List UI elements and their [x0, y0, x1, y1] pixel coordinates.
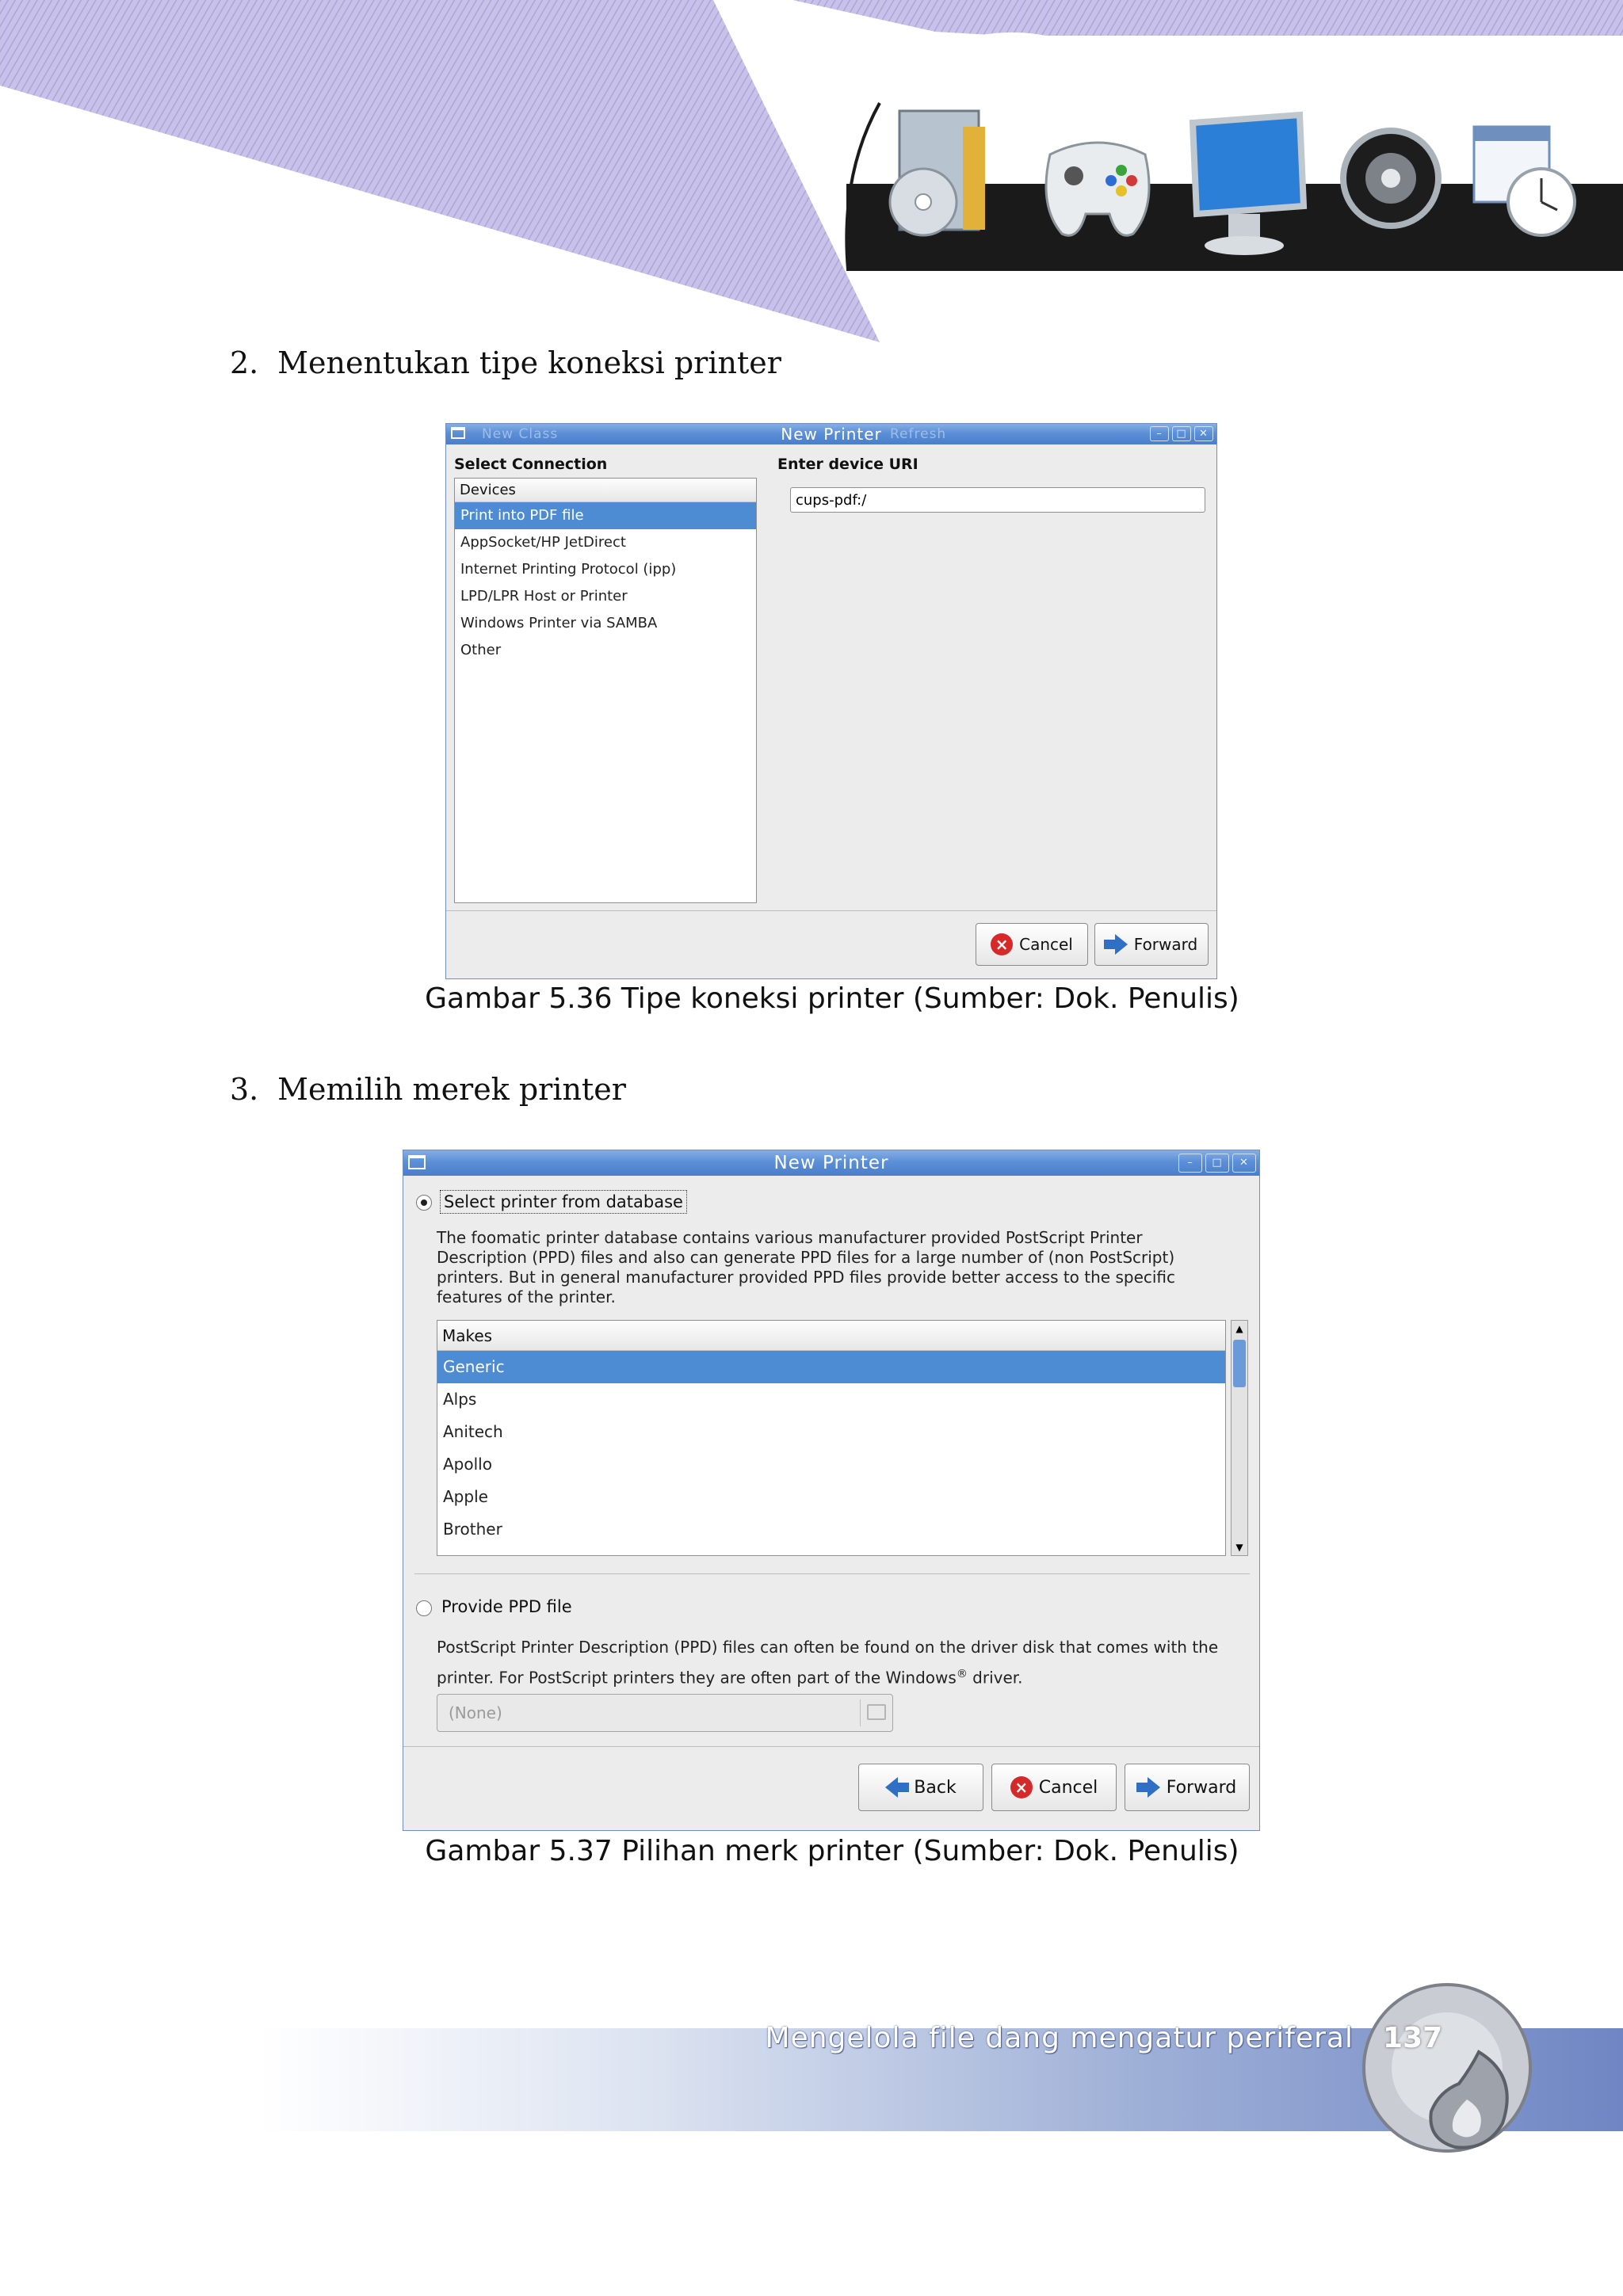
monitor-icon — [1181, 95, 1316, 261]
device-uri-field[interactable] — [790, 487, 1205, 513]
folder-icon — [867, 1704, 886, 1720]
cancel-button-label: Cancel — [1038, 1777, 1098, 1798]
scroll-up-icon[interactable]: ▲ — [1235, 1323, 1243, 1334]
disc-flame-icon — [1360, 1981, 1542, 2163]
figure-caption: Gambar 5.37 Pilihan merk printer (Sumber: Dok. Penulis) — [425, 1835, 1239, 1867]
step-title: Menentukan tipe koneksi printer — [277, 345, 781, 380]
minimize-icon[interactable]: – — [1178, 1154, 1202, 1173]
list-item-apollo[interactable]: Apollo — [443, 1455, 492, 1474]
close-icon[interactable]: ✕ — [1194, 426, 1213, 441]
database-description: The foomatic printer database contains various manufacturer provided PostScript Printer Description (PPD) files and also can generate PPD files for a large number of (non PostScript) printers. But in general manufacturer provided PPD files provide better access to the specific features of the printer. — [437, 1228, 1176, 1306]
ppd-description-end: driver. — [967, 1668, 1023, 1688]
devices-list-header[interactable]: Devices — [455, 479, 756, 502]
step-number: 3. — [230, 1072, 259, 1107]
ghost-title-right: Refresh — [890, 426, 947, 442]
figure-caption: Gambar 5.36 Tipe koneksi printer (Sumber: Dok. Penulis) — [425, 982, 1239, 1015]
window-titlebar — [403, 1150, 1259, 1176]
maximize-icon[interactable]: □ — [1205, 1154, 1229, 1173]
cancel-button-label: Cancel — [1019, 935, 1073, 954]
list-item-print-into-pdf[interactable]: Print into PDF file — [455, 502, 756, 529]
cancel-icon: × — [1010, 1776, 1033, 1798]
maximize-icon[interactable]: □ — [1172, 426, 1191, 441]
forward-button-label: Forward — [1133, 935, 1198, 954]
list-item-apple[interactable]: Apple — [443, 1487, 488, 1506]
step-heading — [230, 345, 781, 380]
step-heading — [230, 1072, 626, 1107]
ppd-description-line-2 — [437, 1661, 1245, 1691]
select-connection-label: Select Connection — [454, 456, 608, 473]
window-title: New Printer — [773, 1153, 889, 1173]
list-item-anitech[interactable]: Anitech — [443, 1422, 503, 1441]
ppd-description-line-1: PostScript Printer Description (PPD) files can often be found on the driver disk that comes with the — [437, 1638, 1219, 1657]
makes-list-header[interactable]: Makes — [437, 1321, 1225, 1351]
devices-list[interactable] — [454, 478, 757, 903]
list-item-alps[interactable]: Alps — [443, 1390, 477, 1409]
cancel-button[interactable] — [976, 923, 1088, 966]
list-item-appsocket[interactable]: AppSocket/HP JetDirect — [460, 534, 626, 551]
window-menu-icon[interactable] — [408, 1155, 426, 1169]
game-controller-icon — [1030, 95, 1165, 261]
page-number: 137 — [1383, 2022, 1443, 2054]
ghost-title-left: New Class — [482, 426, 559, 442]
radio-provide-ppd-file[interactable] — [416, 1600, 432, 1616]
back-button[interactable] — [858, 1764, 983, 1811]
forward-button[interactable] — [1125, 1764, 1250, 1811]
separator — [446, 910, 1216, 911]
device-uri-label: Enter device URI — [777, 456, 918, 473]
radio-database-label[interactable]: Select printer from database — [440, 1190, 687, 1214]
list-item-samba[interactable]: Windows Printer via SAMBA — [460, 615, 658, 631]
makes-list[interactable] — [437, 1320, 1226, 1556]
list-item-other[interactable]: Other — [460, 642, 502, 658]
list-item-ipp[interactable]: Internet Printing Protocol (ipp) — [460, 561, 677, 578]
window-title: New Printer — [781, 425, 882, 444]
cancel-button[interactable] — [991, 1764, 1117, 1811]
minimize-icon[interactable]: – — [1150, 426, 1169, 441]
window-menu-icon[interactable] — [451, 427, 465, 439]
list-item-brother[interactable]: Brother — [443, 1520, 502, 1539]
window-titlebar — [446, 424, 1216, 444]
close-icon[interactable]: ✕ — [1232, 1154, 1256, 1173]
radio-select-from-database[interactable] — [416, 1195, 432, 1211]
scroll-down-icon[interactable]: ▼ — [1235, 1542, 1243, 1553]
ppd-file-chooser[interactable] — [437, 1694, 893, 1732]
separator — [414, 1573, 1250, 1574]
new-printer-window-makes — [403, 1150, 1260, 1831]
makes-scrollbar[interactable] — [1231, 1320, 1248, 1556]
step-title: Memilih merek printer — [277, 1072, 626, 1107]
scrollbar-thumb[interactable] — [1233, 1340, 1246, 1387]
software-box-icon — [876, 95, 1010, 261]
ppd-file-value: (None) — [449, 1703, 502, 1722]
back-arrow-icon — [885, 1777, 898, 1798]
step-number: 2. — [230, 345, 259, 380]
forward-button-label: Forward — [1166, 1777, 1237, 1798]
cancel-icon: × — [991, 933, 1013, 955]
separator — [403, 1746, 1259, 1747]
forward-button[interactable] — [1094, 923, 1209, 966]
radio-ppd-label[interactable]: Provide PPD file — [441, 1597, 572, 1616]
list-item-generic[interactable]: Generic — [437, 1351, 1225, 1383]
ppd-description — [437, 1634, 1245, 1691]
speaker-icon — [1335, 95, 1470, 261]
chapter-title: Mengelola file dang mengatur periferal — [765, 2022, 1354, 2054]
forward-arrow-icon — [1148, 1777, 1160, 1798]
list-item-lpd[interactable]: LPD/LPR Host or Printer — [460, 588, 628, 605]
registered-mark: ® — [956, 1668, 968, 1680]
new-printer-window-connection — [445, 423, 1217, 979]
calendar-clock-icon — [1470, 95, 1605, 261]
chooser-divider — [860, 1699, 861, 1726]
ppd-description-text: printer. For PostScript printers they are often part of the Windows — [437, 1668, 957, 1688]
forward-arrow-icon — [1115, 934, 1128, 955]
back-button-label: Back — [914, 1777, 957, 1798]
